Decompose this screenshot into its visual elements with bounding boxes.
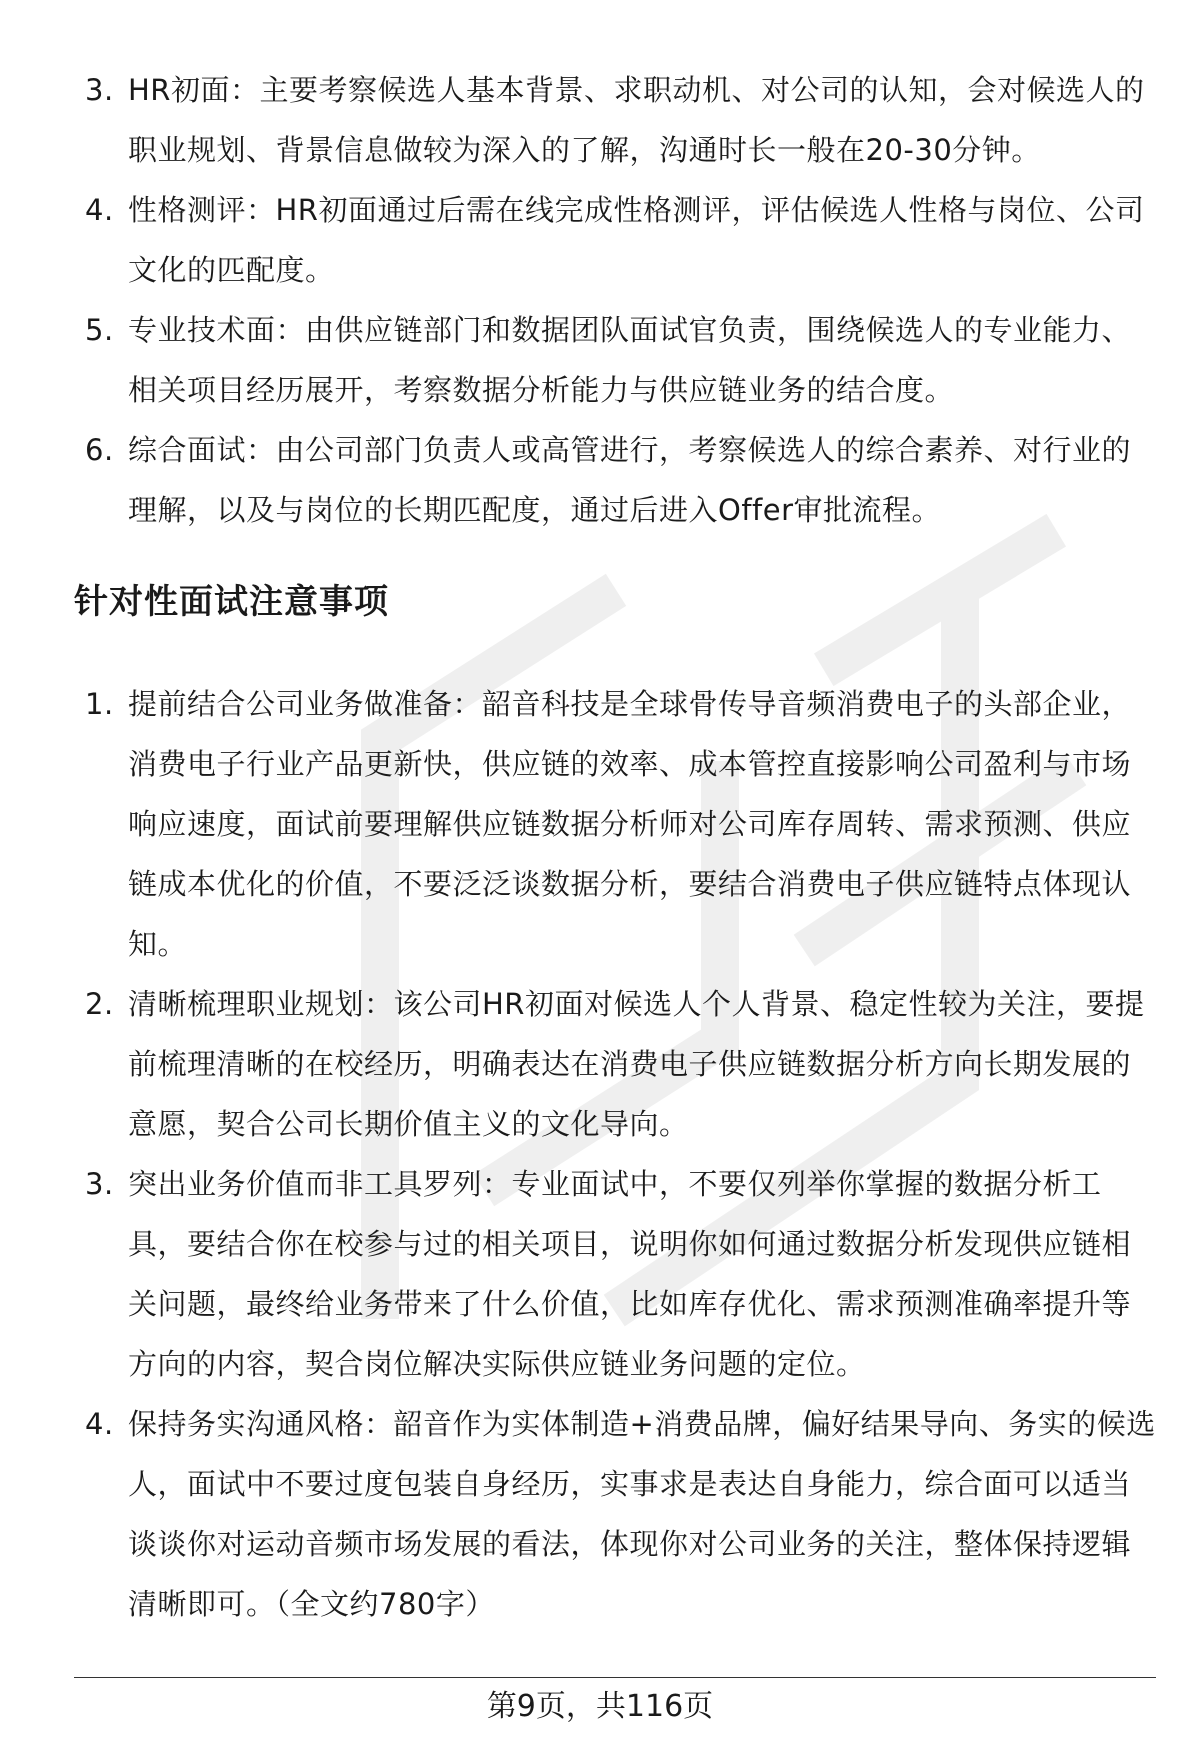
list-item	[0, 974, 1200, 1154]
list-item-text: 综合面试：由公司部门负责人或高管进行，考察候选人的综合素养、对行业的理解，以及与岗位的长期匹配度，通过后进入Offer审批流程。	[128, 433, 1132, 527]
list-item	[0, 300, 1200, 420]
list-item-text: HR初面：主要考察候选人基本背景、求职动机、对公司的认知，会对候选人的职业规划、背景信息做较为深入的了解，沟通时长一般在20-30分钟。	[128, 73, 1145, 167]
list-item	[0, 180, 1200, 300]
page-number: 第9页，共116页	[486, 1689, 714, 1724]
list-item-number: 4.	[85, 193, 114, 227]
list-item	[0, 420, 1200, 540]
list-item-text: 专业技术面：由供应链部门和数据团队面试官负责，围绕候选人的专业能力、相关项目经历展开，考察数据分析能力与供应链业务的结合度。	[128, 313, 1132, 407]
list-item-number: 5.	[85, 313, 114, 347]
list-item-number: 2.	[85, 987, 114, 1021]
list-item	[0, 1394, 1200, 1634]
list-item-text: 性格测评：HR初面通过后需在线完成性格测评，评估候选人性格与岗位、公司文化的匹配度。	[128, 193, 1145, 287]
list-item-number: 6.	[85, 433, 114, 467]
list-item-number: 1.	[85, 687, 114, 721]
list-item-text: 提前结合公司业务做准备：韶音科技是全球骨传导音频消费电子的头部企业，消费电子行业产品更新快，供应链的效率、成本管控直接影响公司盈利与市场响应速度，面试前要理解供应链数据分析师对公司库存周转、需求预测、供应链成本优化的价值，不要泛泛谈数据分析，要结合消费电子供应链特点体现认知。	[128, 687, 1132, 961]
section-heading: 针对性面试注意事项	[74, 582, 389, 622]
footer-divider	[74, 1677, 1156, 1678]
list-item	[0, 674, 1200, 974]
list-item-number: 3.	[85, 1167, 114, 1201]
list-item	[0, 60, 1200, 180]
list-item	[0, 1154, 1200, 1394]
list-item-text: 保持务实沟通风格：韶音作为实体制造+消费品牌，偏好结果导向、务实的候选人，面试中不要过度包装自身经历，实事求是表达自身能力，综合面可以适当谈谈你对运动音频市场发展的看法，体现你对公司业务的关注，整体保持逻辑清晰即可。（全文约780字）	[128, 1407, 1156, 1621]
interview-process-list	[0, 60, 1200, 540]
interview-tips-list	[0, 674, 1200, 1634]
list-item-number: 3.	[85, 73, 114, 107]
list-item-text: 突出业务价值而非工具罗列：专业面试中，不要仅列举你掌握的数据分析工具，要结合你在校参与过的相关项目，说明你如何通过数据分析发现供应链相关问题，最终给业务带来了什么价值，比如库存优化、需求预测准确率提升等方向的内容，契合岗位解决实际供应链业务问题的定位。	[128, 1167, 1132, 1381]
list-item-text: 清晰梳理职业规划：该公司HR初面对候选人个人背景、稳定性较为关注，要提前梳理清晰的在校经历，明确表达在消费电子供应链数据分析方向长期发展的意愿，契合公司长期价值主义的文化导向。	[128, 987, 1145, 1141]
list-item-number: 4.	[85, 1407, 114, 1441]
